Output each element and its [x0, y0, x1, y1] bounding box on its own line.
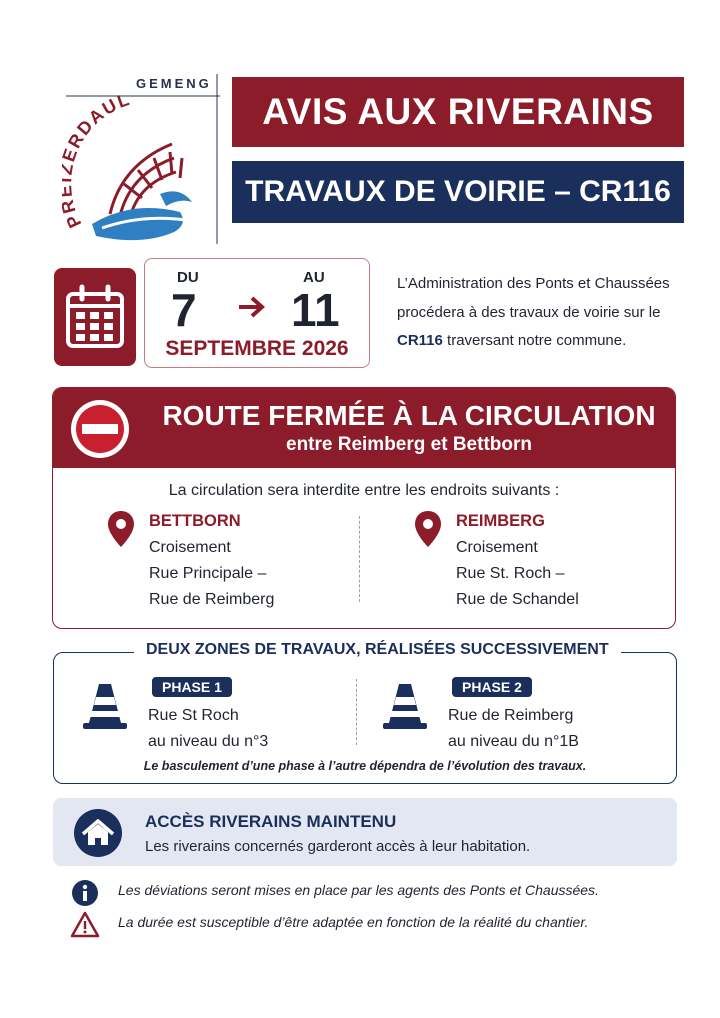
location-pin-icon [107, 510, 135, 548]
date-from-day: 7 [171, 284, 197, 336]
calendar-badge [54, 268, 136, 366]
notice-subtitle: TRAVAUX DE VOIRIE – CR116 [232, 161, 684, 223]
intro-paragraph [397, 270, 687, 356]
date-to-day: 11 [291, 284, 340, 336]
closure-point-line: Rue de Schandel [456, 591, 579, 608]
divider [356, 679, 357, 745]
work-zones-note: Le basculement d’une phase à l’autre dépendra de l’évolution des travaux. [143, 759, 587, 773]
phase-badge: PHASE 2 [452, 677, 532, 697]
date-range [144, 258, 370, 368]
no-entry-icon [69, 398, 131, 460]
phase-badge: PHASE 1 [152, 677, 232, 697]
house-icon [73, 808, 123, 858]
resident-access-box [53, 798, 677, 866]
road-closure-header [53, 388, 675, 468]
footnote-diversions [70, 878, 599, 913]
date-to-label: AU [303, 269, 325, 286]
resident-access-text: Les riverains concernés garderont accès à leur habitation. [145, 838, 531, 855]
municipality-logo [62, 74, 222, 249]
work-zones-card [53, 641, 677, 784]
svg-text:PRÉIZERDAUL: P RDAUL [62, 88, 134, 231]
closure-point-line: Croisement [149, 539, 231, 556]
road-closure-subtitle: entre Reimberg et Bettborn [286, 434, 532, 455]
road-closure-title: ROUTE FERMÉE À LA CIRCULATION [162, 400, 656, 431]
location-pin-icon [414, 510, 442, 548]
closure-point-line: Rue St. Roch – [456, 565, 565, 582]
phase-line: Rue de Reimberg [448, 707, 574, 724]
arrow-right-icon [237, 295, 267, 319]
resident-access-title: ACCÈS RIVERAINS MAINTENU [145, 812, 397, 831]
work-zones-title: DEUX ZONES DE TRAVAUX, RÉALISÉES SUCCESSIVEMENT [134, 641, 621, 659]
intro-text-end: traversant notre commune. [442, 332, 627, 349]
date-month-year: SEPTEMBRE 2026 [165, 337, 349, 360]
footnote-text: La durée est susceptible d’être adaptée en fonction de la réalité du chantier. [118, 914, 589, 930]
closure-point-line: Croisement [456, 539, 538, 556]
footnote-duration [70, 910, 589, 945]
closure-point-line: Rue de Reimberg [149, 591, 275, 608]
closure-point-name: REIMBERG [456, 512, 545, 530]
notice-title: AVIS AUX RIVERAINS [232, 77, 684, 147]
phase-line: au niveau du n°3 [148, 733, 269, 750]
divider [359, 516, 360, 602]
closure-point-line: Rue Principale – [149, 565, 267, 582]
closure-point-name: BETTBORN [149, 512, 241, 530]
traffic-cone-icon [82, 681, 128, 731]
footnote-text: Les déviations seront mises en place par les agents des Ponts et Chaussées. [118, 882, 599, 898]
warning-icon [70, 910, 100, 940]
date-from-label: DU [177, 269, 199, 286]
intro-road: CR116 [397, 332, 443, 349]
traffic-cone-icon [382, 681, 428, 731]
logo-municipality-label: GEMENG [136, 76, 212, 91]
road-closure-description: La circulation sera interdite entre les endroits suivants : [168, 482, 560, 499]
phase-line: au niveau du n°1B [448, 733, 579, 750]
intro-text-start: L’Administration des Ponts et Chaussées procédera à des travaux de voirie sur le [397, 275, 670, 321]
road-closure-card [52, 387, 676, 629]
info-icon [70, 878, 100, 908]
phase-line: Rue St Roch [148, 707, 239, 724]
calendar-icon [64, 284, 126, 350]
